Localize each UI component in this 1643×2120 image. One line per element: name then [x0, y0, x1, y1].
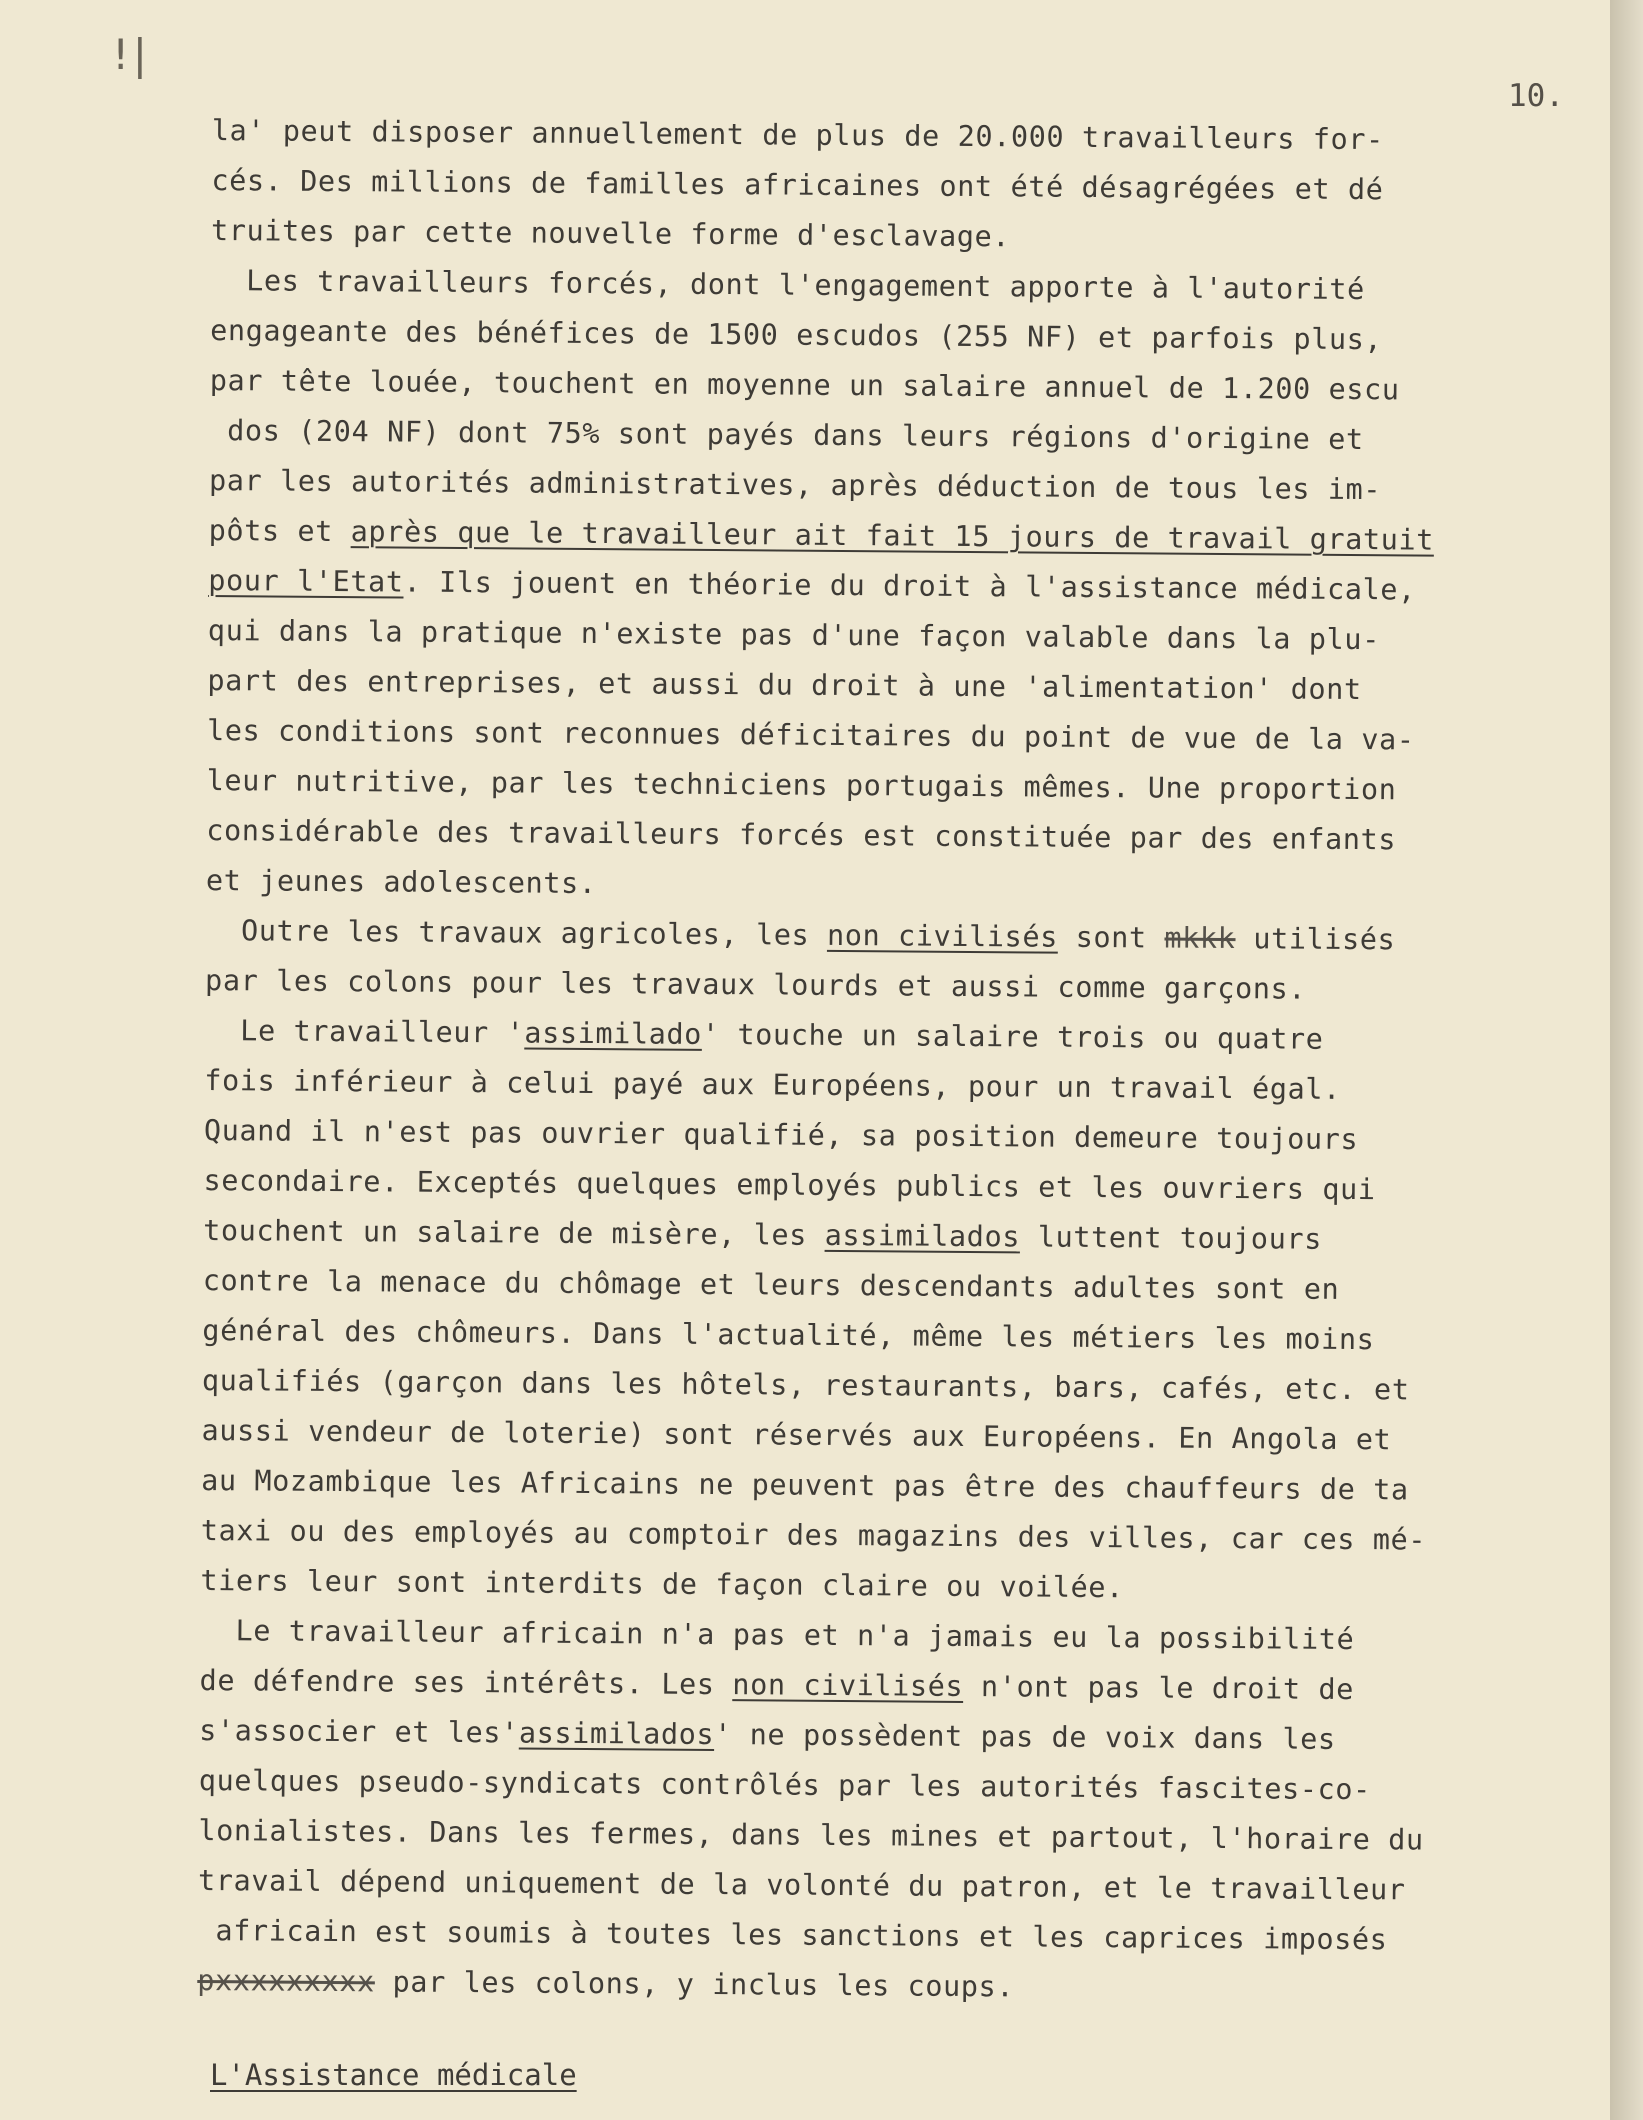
text-line: qui dans la pratique n'existe pas d'une façon valable dans la plu-: [207, 613, 1381, 657]
text-line: Les travailleurs forcés, dont l'engagement apporte à l'autorité: [210, 263, 1366, 307]
paragraph-2: [206, 256, 1610, 917]
text-line: par tête louée, touchent en moyenne un salaire annuel de 1.200 escu: [209, 363, 1400, 407]
paragraph-4: [200, 1006, 1605, 1617]
text-line: [197, 1956, 1597, 2017]
underlined-phrase: non civilisés: [732, 1668, 964, 1703]
text-line: engageante des bénéfices de 1500 escudos (255 NF) et parfois plus,: [210, 313, 1383, 357]
text-line: aussi vendeur de loterie) sont réservés aux Européens. En Angola et: [201, 1413, 1392, 1457]
body-text: [197, 106, 1610, 2017]
struck-text: mkkk: [1164, 921, 1236, 956]
text-fragment: de défendre ses intérêts. Les: [199, 1663, 733, 1702]
struck-text: pxxxxxxxxx: [197, 1963, 375, 1999]
text-fragment: s'associer et les': [199, 1713, 520, 1750]
underlined-phrase: non civilisés: [826, 918, 1059, 954]
text-fragment: Outre les travaux agricoles, les: [205, 913, 828, 952]
text-line: Le travailleur africain n'a pas et n'a jamais eu la possibilité: [199, 1613, 1355, 1657]
text-line: contre la menace du chômage et leurs descendants adultes sont en: [202, 1263, 1340, 1306]
text-fragment: utilisés: [1235, 922, 1396, 957]
text-fragment: sont: [1057, 920, 1165, 955]
text-fragment: luttent toujours: [1019, 1220, 1323, 1256]
text-line: la' peut disposer annuellement de plus de 20.000 travailleurs for-: [211, 113, 1384, 157]
underlined-phrase: après que le travailleur ait fait 15 jours de travail gratuit: [350, 515, 1435, 557]
text-line: considérable des travailleurs forcés est constituée par des enfants: [206, 813, 1397, 857]
text-line: dos (204 NF) dont 75% sont payés dans leurs régions d'origine et: [209, 413, 1364, 457]
text-line: quelques pseudo-syndicats contrôlés par les autorités fascites-co-: [198, 1763, 1372, 1807]
text-line: au Mozambique les Africains ne peuvent pas être des chauffeurs de ta: [201, 1463, 1409, 1507]
text-fragment: pôts et: [208, 513, 351, 549]
text-line: et jeunes adolescents.: [205, 863, 597, 901]
text-line: fois inférieur à celui payé aux Européens, pour un travail égal.: [204, 1063, 1341, 1106]
underlined-phrase: assimilados: [824, 1218, 1021, 1254]
text-line: tiers leur sont interdits de façon claire ou voilée.: [200, 1563, 1124, 1605]
text-line: les conditions sont reconnues déficitaires du point de vue de la va-: [206, 713, 1415, 757]
text-line: secondaire. Exceptés quelques employés publics et les ouvriers qui: [203, 1163, 1376, 1207]
text-line: part des entreprises, et aussi du droit à une 'alimentation' dont: [207, 663, 1362, 707]
binding-mark: !|: [108, 30, 147, 79]
underlined-phrase: assimilados: [518, 1716, 715, 1751]
text-line: par les colons pour les travaux lourds et aussi comme garçons.: [205, 963, 1307, 1006]
text-line: leur nutritive, par les techniciens portugais mêmes. Une proportion: [206, 763, 1397, 807]
text-fragment: n'ont pas le droit de: [963, 1669, 1355, 1707]
page-number: 10.: [1508, 78, 1564, 114]
underlined-phrase: assimilado: [524, 1016, 703, 1051]
text-line: travail dépend uniquement de la volonté du patron, et le travailleur: [197, 1863, 1406, 1907]
text-fragment: ' touche un salaire trois ou quatre: [701, 1017, 1324, 1056]
text-line: cés. Des millions de familles africaines ont été désagrégées et dé: [211, 163, 1384, 207]
text-line: taxi ou des employés au comptoir des magazins des villes, car ces mé-: [200, 1513, 1427, 1557]
section-heading: L'Assistance médicale: [210, 2058, 577, 2092]
text-line: Quand il n'est pas ouvrier qualifié, sa position demeure toujours: [203, 1113, 1359, 1157]
text-line: par les autorités administratives, après déduction de tous les im-: [208, 463, 1382, 507]
text-fragment: Le travailleur ': [204, 1013, 525, 1050]
paragraph-3: [205, 906, 1606, 1017]
paragraph-5: [197, 1606, 1600, 2017]
text-line: africain est soumis à toutes les sanctions et les caprices imposés: [197, 1913, 1388, 1957]
text-fragment: par les colons, y inclus les coups.: [374, 1965, 1015, 2004]
text-fragment: ' ne possèdent pas de voix dans les: [714, 1717, 1336, 1756]
page-edge: [1610, 0, 1643, 2120]
text-line: lonialistes. Dans les fermes, dans les mines et partout, l'horaire du: [198, 1813, 1424, 1857]
text-fragment: . Ils jouent en théorie du droit à l'assistance médicale,: [403, 565, 1416, 607]
text-fragment: touchent un salaire de misère, les: [203, 1213, 825, 1252]
underlined-phrase: pour l'Etat: [208, 563, 404, 599]
text-line: truites par cette nouvelle forme d'esclavage.: [210, 213, 1011, 254]
paragraph-1: [211, 106, 1610, 267]
text-line: général des chômeurs. Dans l'actualité, même les métiers les moins: [202, 1313, 1375, 1357]
text-line: qualifiés (garçon dans les hôtels, restaurants, bars, cafés, etc. et: [201, 1363, 1410, 1407]
